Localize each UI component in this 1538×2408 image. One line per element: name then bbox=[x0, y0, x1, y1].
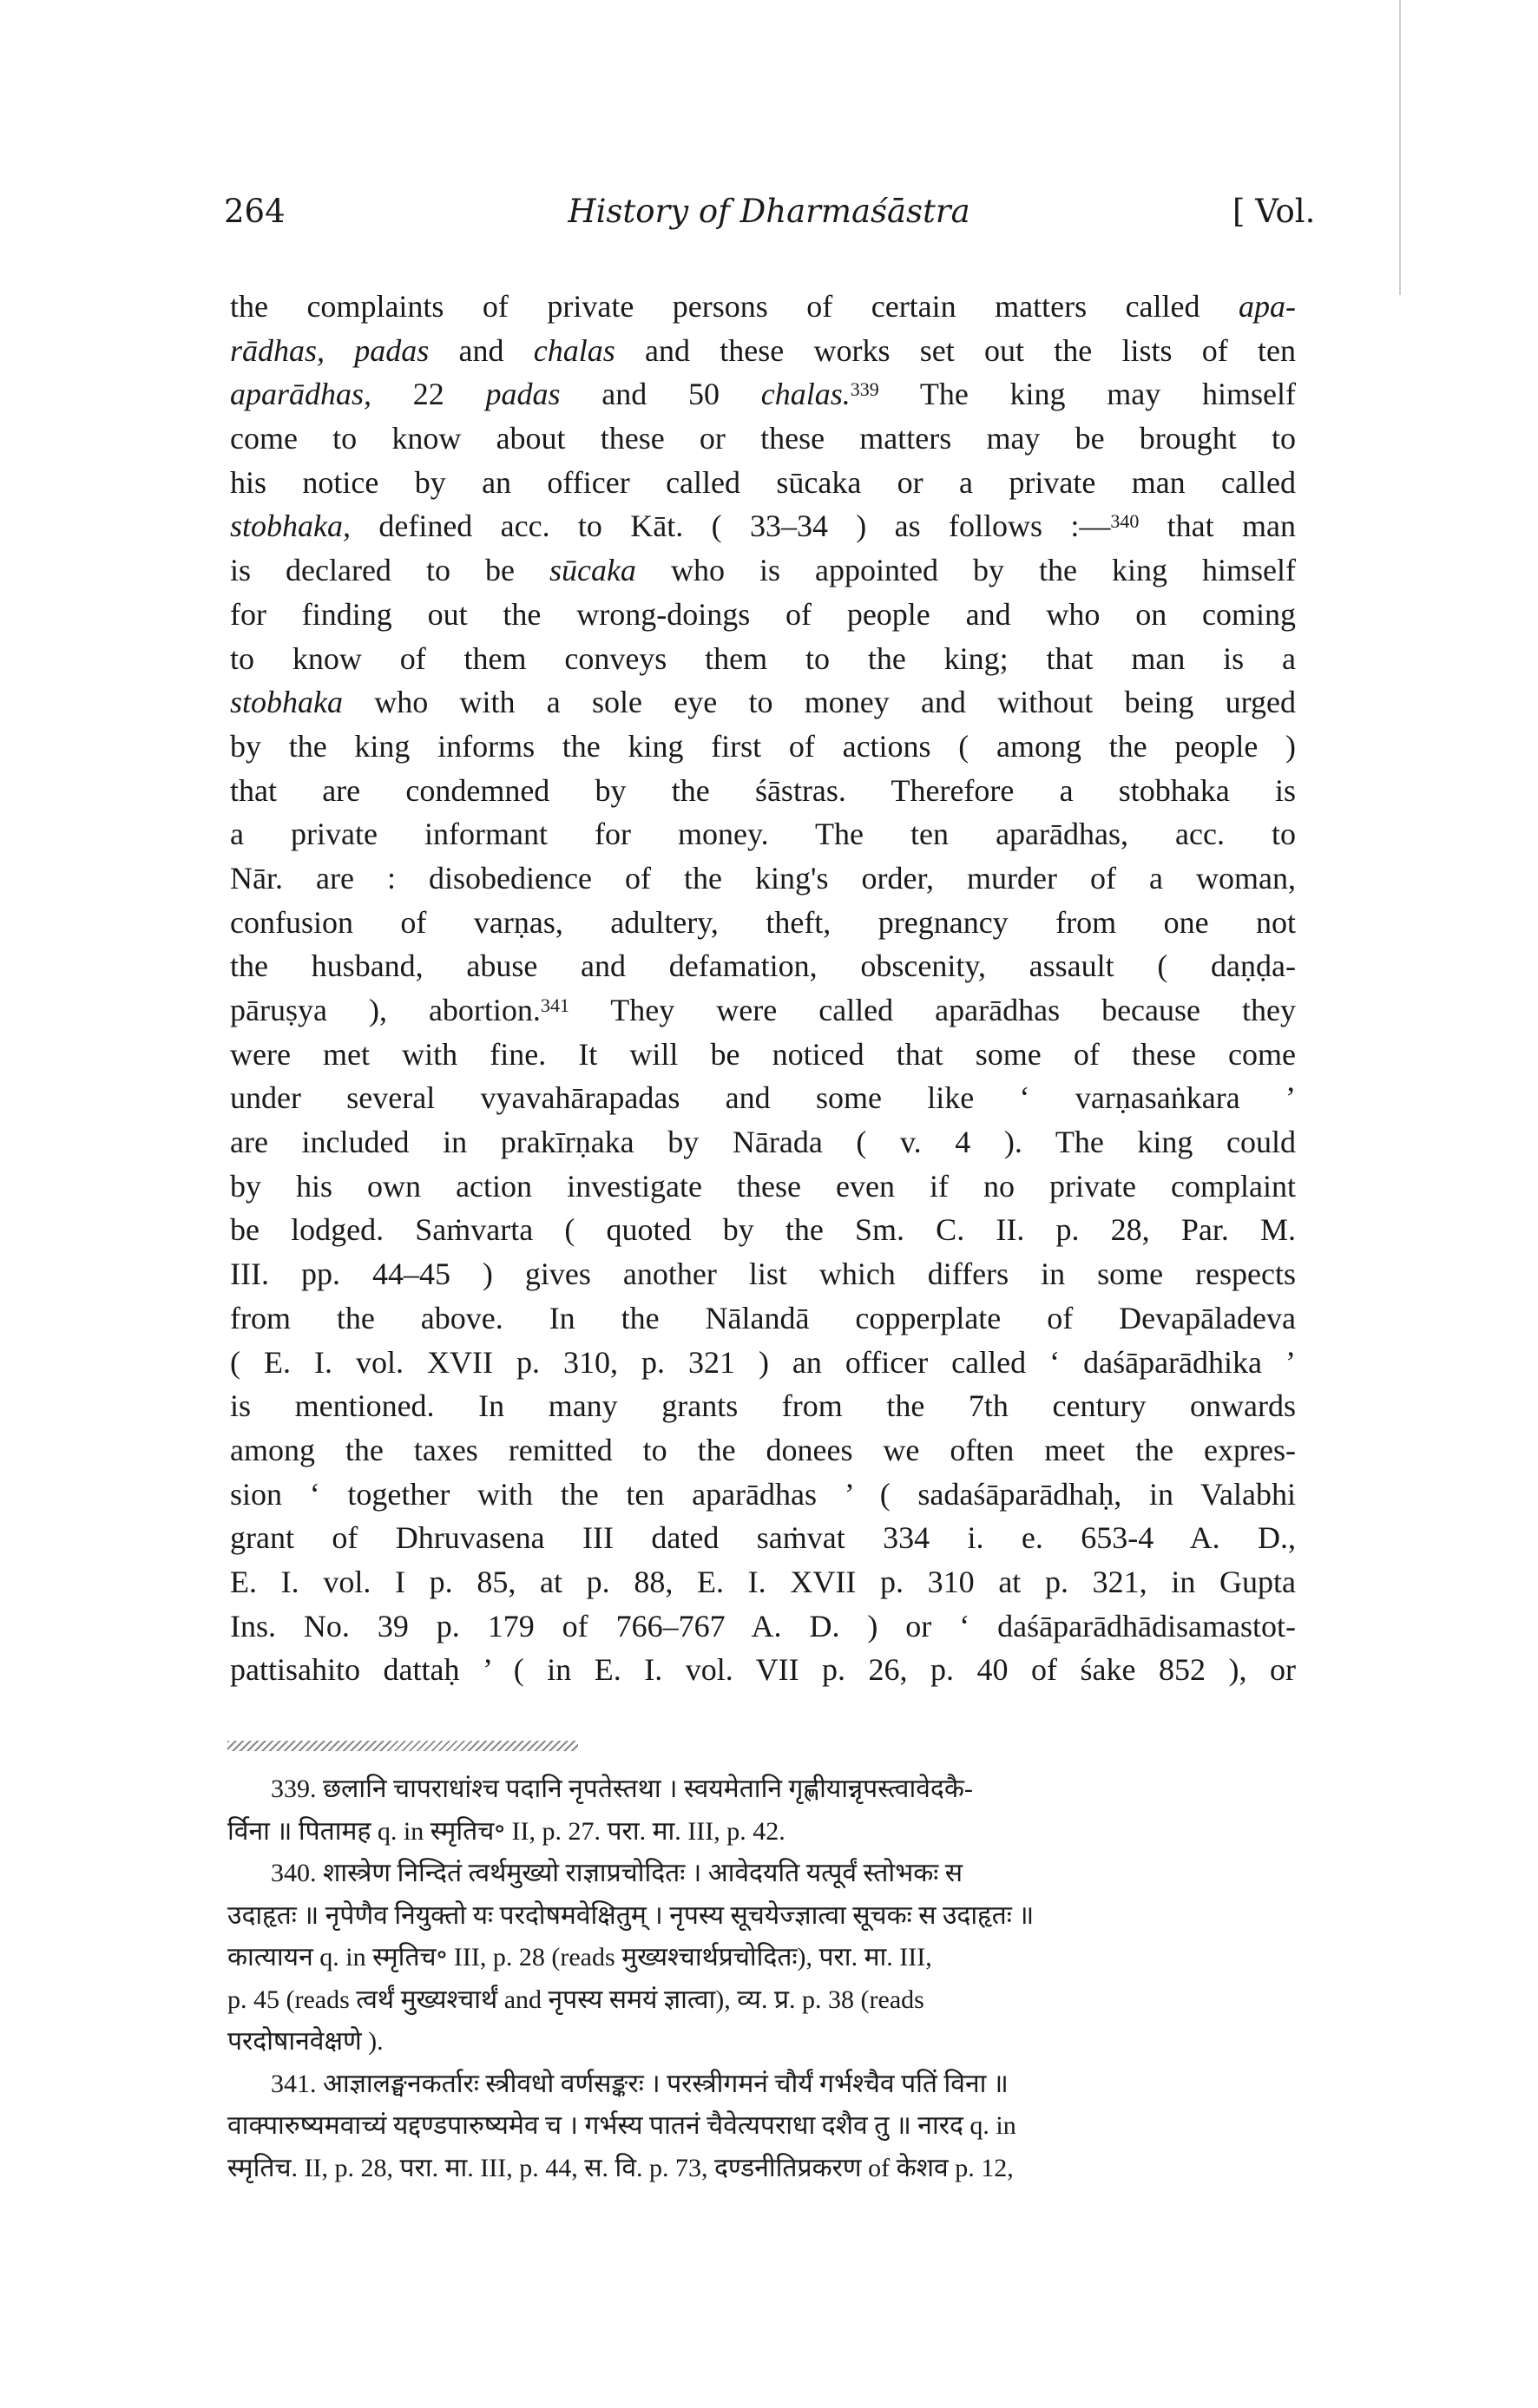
text-line bbox=[230, 988, 1296, 1033]
text-span: and bbox=[429, 332, 534, 368]
text-span: The king may himself bbox=[878, 377, 1296, 412]
text-span: be lodged. Saṁvarta ( quoted by the Sm. C. II. p. 28, Par. M. bbox=[230, 1212, 1296, 1248]
text-line bbox=[230, 1384, 1296, 1428]
text-span: a private informant for money. The ten aparādhas, acc. to bbox=[230, 817, 1296, 852]
footnote-line: p. 45 (reads त्वर्थं मुख्यश्चार्थं and नृपस्य समयं ज्ञात्वा), व्य. प्र. p. 38 (reads bbox=[227, 1985, 924, 2014]
text-line bbox=[230, 944, 1296, 988]
text-line bbox=[230, 548, 1296, 593]
text-line bbox=[230, 1341, 1296, 1385]
text-span: the husband, abuse and defamation, obscenity, assault ( daṇḍa- bbox=[230, 948, 1296, 984]
text-line bbox=[230, 1648, 1296, 1692]
text-span: and these works set out the lists of ten bbox=[615, 332, 1297, 368]
text-line bbox=[230, 1120, 1296, 1165]
text-span: that are condemned by the śāstras. Therefore a stobhaka is bbox=[230, 772, 1296, 808]
text-span: under several vyavahārapadas and some like ‘ varṇasaṅkara ’ bbox=[230, 1080, 1296, 1116]
footnote-line: उदाहृतः ॥ नृपेणैव नियुक्तो यः परदोषमवेक्षितुम् । नृपस्य सूचयेज्ज्ञात्वा सूचकः स उदाहृतः ॥ bbox=[227, 1900, 1035, 1930]
text-line bbox=[230, 1604, 1296, 1649]
text-span: the complaints of private persons of certain matters called bbox=[230, 289, 1239, 324]
text-span: by the king informs the king first of actions ( among the people ) bbox=[230, 728, 1296, 764]
text-line bbox=[230, 1208, 1296, 1252]
text-span: E. I. vol. I p. 85, at p. 88, E. I. XVII p. 310 at p. 321, in Gupta bbox=[230, 1564, 1296, 1599]
text-span: aparādhas, bbox=[230, 377, 372, 412]
footnote-line: 340. शास्त्रेण निन्दितं त्वर्थमुख्यो राज्ञाप्रचोदितः । आवेदयति यत्पूर्वं स्तोभकः स bbox=[271, 1859, 963, 1887]
text-span: rādhas, padas bbox=[230, 332, 430, 368]
footnote-ref[interactable]: 340 bbox=[1110, 510, 1140, 533]
footnotes bbox=[227, 1768, 1295, 2189]
text-line bbox=[230, 1296, 1296, 1341]
text-span: pāruṣya ), abortion. bbox=[230, 993, 541, 1027]
text-span: stobhaka bbox=[230, 685, 343, 720]
text-line bbox=[230, 812, 1296, 856]
footnote-line: 339. छलानि चापराधांश्च पदानि नृपतेस्तथा । स्वयमेतानि गृह्णीयान्नृपस्त्वावेदकै- bbox=[271, 1775, 973, 1803]
footnote-line: र्विना ॥ पितामह q. in स्मृतिच॰ II, p. 27. परा. मा. III, p. 42. bbox=[227, 1816, 785, 1846]
text-line bbox=[230, 901, 1296, 945]
text-line bbox=[230, 725, 1296, 769]
text-line bbox=[230, 372, 1296, 417]
text-span: come to know about these or these matters may be brought to bbox=[230, 421, 1296, 456]
text-line bbox=[230, 504, 1296, 548]
text-line bbox=[230, 1473, 1296, 1517]
text-span: who with a sole eye to money and without being urged bbox=[343, 685, 1296, 720]
text-line bbox=[230, 1560, 1296, 1604]
text-line bbox=[230, 1076, 1296, 1120]
text-span: padas bbox=[485, 377, 561, 412]
text-span: pattisahito dattaḥ ’ ( in E. I. vol. VII p. 26, p. 40 of śake 852 ), or bbox=[230, 1652, 1296, 1688]
text-line bbox=[230, 1165, 1296, 1209]
text-span: who is appointed by the king himself bbox=[635, 553, 1296, 588]
text-span: grant of Dhruvasena III dated saṁvat 334 i. e. 653-4 A. D., bbox=[230, 1520, 1296, 1556]
text-span: defined acc. to Kāt. ( 33–34 ) as follows :— bbox=[351, 509, 1111, 544]
text-span: ( E. I. vol. XVII p. 310, p. 321 ) an officer called ‘ daśāparādhika ’ bbox=[230, 1344, 1296, 1380]
text-span: Ins. No. 39 p. 179 of 766–767 A. D. ) or ‘ daśāparādhādisamastot- bbox=[230, 1608, 1296, 1644]
text-span: his notice by an officer called sūcaka or a private man called bbox=[230, 464, 1296, 500]
volume-label: [ Vol. bbox=[1232, 193, 1316, 230]
text-line bbox=[230, 769, 1296, 813]
text-line bbox=[230, 1516, 1296, 1560]
text-span: chalas. bbox=[760, 377, 851, 412]
footnote-line: स्मृतिच. II, p. 28, परा. मा. III, p. 44, स. वि. p. 73, दण्डनीतिप्रकरण of केशव p. 12, bbox=[227, 2153, 1014, 2182]
text-span: by his own action investigate these even if no private complaint bbox=[230, 1168, 1296, 1204]
footnote-line: 341. आज्ञालङ्घनकर्तारः स्त्रीवधो वर्णसङ्करः । परस्त्रीगमनं चौर्यं गर्भश्चैव पतिं विना ॥ bbox=[271, 2069, 1009, 2098]
text-span: sūcaka bbox=[549, 553, 636, 588]
footnote-separator bbox=[227, 1741, 578, 1751]
text-span: for finding out the wrong-doings of people and who on coming bbox=[230, 596, 1296, 632]
body-text bbox=[230, 285, 1296, 1692]
text-line bbox=[230, 856, 1296, 901]
text-span: stobhaka, bbox=[230, 509, 351, 544]
text-span: apa- bbox=[1239, 289, 1296, 324]
text-line bbox=[230, 329, 1296, 373]
footnote-line: परदोषानवेक्षणे ). bbox=[227, 2027, 384, 2056]
text-line bbox=[230, 417, 1296, 461]
text-span: Nār. are : disobedience of the king's order, murder of a woman, bbox=[230, 860, 1296, 896]
text-line bbox=[230, 1033, 1296, 1077]
page-number: 264 bbox=[224, 193, 286, 230]
footnote-ref[interactable]: 339 bbox=[850, 378, 879, 401]
text-span: that man bbox=[1139, 509, 1296, 544]
text-span: is mentioned. In many grants from the 7th century onwards bbox=[230, 1388, 1296, 1424]
text-span: to know of them conveys them to the king; that man is a bbox=[230, 640, 1296, 676]
footnote-line: कात्यायन q. in स्मृतिच॰ III, p. 28 (reads मुख्यश्चार्थप्रचोदितः), परा. मा. III, bbox=[227, 1943, 932, 1972]
text-span: sion ‘ together with the ten aparādhas ’ ( sadaśāparādhaḥ, in Valabhi bbox=[230, 1476, 1296, 1512]
text-span: among the taxes remitted to the donees we often meet the expres- bbox=[230, 1432, 1296, 1467]
text-line bbox=[230, 593, 1296, 637]
footnote-ref[interactable]: 341 bbox=[540, 994, 569, 1016]
text-line bbox=[230, 461, 1296, 505]
text-line bbox=[230, 285, 1296, 329]
text-span: 22 bbox=[371, 377, 486, 412]
running-title: History of Dharmaśāstra bbox=[568, 193, 970, 230]
text-span: chalas bbox=[533, 332, 615, 368]
text-line bbox=[230, 680, 1296, 725]
text-span: They were called aparādhas because they bbox=[569, 993, 1296, 1027]
text-span: are included in prakīrṇaka by Nārada ( v. 4 ). The king could bbox=[230, 1125, 1296, 1160]
text-span: were met with fine. It will be noticed that some of these come bbox=[230, 1036, 1296, 1072]
text-span: confusion of varṇas, adultery, theft, pregnancy from one not bbox=[230, 904, 1296, 940]
page-edge-line bbox=[1399, 0, 1401, 295]
text-line bbox=[230, 1428, 1296, 1473]
text-line bbox=[230, 637, 1296, 681]
text-line bbox=[230, 1252, 1296, 1296]
text-span: from the above. In the Nālandā copperplate of Devapāladeva bbox=[230, 1300, 1296, 1335]
text-span: III. pp. 44–45 ) gives another list which differs in some respects bbox=[230, 1256, 1296, 1292]
footnote-line: वाक्पारुष्यमवाच्यं यद्दण्डपारुष्यमेव च । गर्भस्य पातनं चैवेत्यपराधा दशैव तु ॥ नारद q. in bbox=[227, 2111, 1016, 2140]
text-span: is declared to be bbox=[230, 553, 549, 588]
text-span: and 50 bbox=[560, 377, 761, 412]
